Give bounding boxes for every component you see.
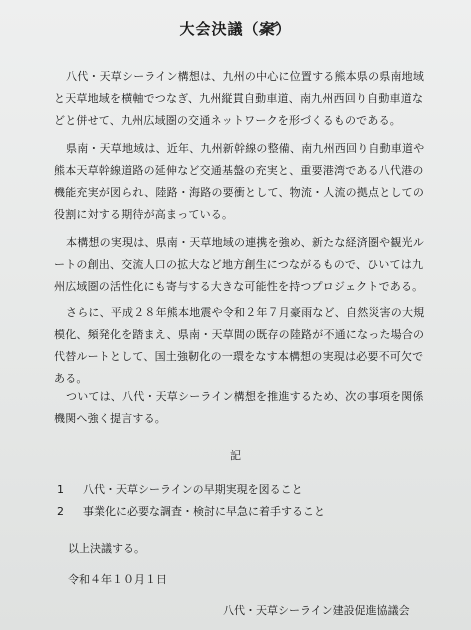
list-item	[57, 482, 303, 498]
title-area	[0, 18, 471, 39]
list-item-text: 事業化に必要な調査・検討に早急に着手すること	[83, 505, 325, 518]
list-item-number: 1	[57, 483, 64, 496]
organization-name: 八代・天草シーライン建設促進協議会	[223, 604, 410, 617]
list-item-text: 八代・天草シーラインの早期実現を図ること	[83, 483, 303, 496]
ki-heading: 記	[230, 449, 241, 462]
paragraph-4: さらに、平成２８年熊本地震や令和２年７月豪雨など、自然災害の大規模化、頻発化を踏まえ、県南・天草間の既存の陸路が不通になった場合の代替ルートとして、国土強靭化の一環をなす本構想の実現は必要不可欠である。	[54, 306, 425, 385]
title-close-paren: ）	[275, 20, 292, 38]
paragraph-2: 県南・天草地域は、近年、九州新幹線の整備、南九州西回り自動車道や熊本天草幹線道路の延伸など交通基盤の充実と、重要港湾である八代港の機能充実が図られ、陸路・海路の要衝として、物流・人流の拠点としての役割に対する期待が高まっている。	[54, 142, 425, 221]
list-item-number: 2	[57, 505, 64, 518]
paragraph-1: 八代・天草シーライン構想は、九州の中心に位置する熊本県の県南地域と天草地域を横軸でつなぎ、九州縦貫自動車道、南九州西回り自動車道などと併せて、九州広域圏の交通ネットワークを形づくるものである。	[54, 70, 425, 127]
paragraph-5: ついては、八代・天草シーライン構想を推進するため、次の事項を関係機関へ強く提言する。	[54, 390, 424, 425]
closing-statement: 以上決議する。	[68, 542, 145, 555]
paragraph-3: 本構想の実現は、県南・天草地域の連携を強め、新たな経済圏や観光ルートの創出、交流人口の拡大など地方創生につながるもので、ひいては九州広域圏の活性化にも寄与する大きな可能性を持つプロジェクトである。	[54, 236, 424, 293]
title-struck-text: 案	[259, 20, 276, 38]
document-title	[179, 18, 291, 39]
title-open-paren: （	[243, 20, 260, 38]
title-main: 大会決議	[179, 20, 244, 38]
title-struck-word	[260, 18, 276, 39]
resolution-date: 令和４年１０月１日	[68, 573, 167, 586]
list-item	[57, 504, 325, 520]
